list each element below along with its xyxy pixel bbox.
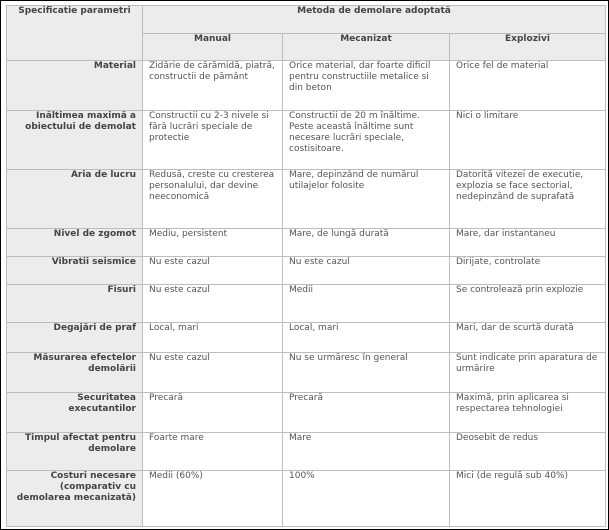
demolition-comparison-table	[6, 5, 606, 527]
table-cell: Constructii de 20 m înăltime. Peste această înăltime sunt necesare lucrări speciale, costisitoare.	[283, 111, 450, 170]
table-cell: Mare, depinzând de numărul utilajelor folosite	[283, 170, 450, 229]
table-cell: Precară	[283, 393, 450, 433]
table-cell: Orice material, dar foarte dificil pentru constructiile metalice si din beton	[283, 61, 450, 111]
table-row	[7, 229, 606, 257]
table-cell: Mare, de lungă durată	[283, 229, 450, 257]
table-cell: Dirijate, controlate	[450, 257, 606, 285]
table-cell: Se controlează prin explozie	[450, 285, 606, 323]
table-cell: Mare	[283, 433, 450, 471]
table-cell: Zidărie de cărămidă, piatră, constructii de pământ	[143, 61, 283, 111]
table-cell: Constructii cu 2-3 nivele si fără lucrări speciale de protectie	[143, 111, 283, 170]
row-label: Material	[7, 61, 143, 111]
table-row	[7, 111, 606, 170]
row-label: Vibratii seismice	[7, 257, 143, 285]
table-cell: Mediu, persistent	[143, 229, 283, 257]
table-cell: Mici (de regulă sub 40%)	[450, 471, 606, 527]
column-header-explozivi: Explozivi	[450, 34, 606, 61]
table-cell: 100%	[283, 471, 450, 527]
spec-header: Specificatie parametri	[7, 6, 143, 61]
table-cell: Maximă, prin aplicarea si respectarea tehnologiei	[450, 393, 606, 433]
row-label: Măsurarea efectelor demolării	[7, 353, 143, 393]
table-cell: Sunt indicate prin aparatura de urmărire	[450, 353, 606, 393]
table-row	[7, 353, 606, 393]
table-cell: Local, mari	[143, 323, 283, 353]
column-header-mecanizat: Mecanizat	[283, 34, 450, 61]
table-cell: Foarte mare	[143, 433, 283, 471]
table-row	[7, 285, 606, 323]
table-cell: Nu este cazul	[143, 285, 283, 323]
table-cell: Orice fel de material	[450, 61, 606, 111]
table-cell: Redusă, creste cu cresterea personalului, dar devine neeconomică	[143, 170, 283, 229]
table-cell: Medii	[283, 285, 450, 323]
table-row	[7, 433, 606, 471]
table-cell: Nici o limitare	[450, 111, 606, 170]
row-label: Înăltimea maximă a obiectului de demolat	[7, 111, 143, 170]
table-row	[7, 471, 606, 527]
table-cell: Medii (60%)	[143, 471, 283, 527]
row-label: Nivel de zgomot	[7, 229, 143, 257]
table-cell: Datorită vitezei de executie, explozia se face sectorial, nedepinzând de suprafată	[450, 170, 606, 229]
row-label: Aria de lucru	[7, 170, 143, 229]
column-header-manual: Manual	[143, 34, 283, 61]
table-row	[7, 257, 606, 285]
table-cell: Nu se urmăresc în general	[283, 353, 450, 393]
table-cell: Mari, dar de scurtă durată	[450, 323, 606, 353]
table-row	[7, 61, 606, 111]
table-cell: Precară	[143, 393, 283, 433]
table-cell: Mare, dar instantaneu	[450, 229, 606, 257]
table-cell: Nu este cazul	[143, 353, 283, 393]
row-label: Degajări de praf	[7, 323, 143, 353]
row-label: Fisuri	[7, 285, 143, 323]
table-row	[7, 393, 606, 433]
table-cell: Local, mari	[283, 323, 450, 353]
table-cell: Nu este cazul	[143, 257, 283, 285]
method-group-header: Metoda de demolare adoptată	[143, 6, 606, 34]
table-row	[7, 170, 606, 229]
row-label: Securitatea executantilor	[7, 393, 143, 433]
row-label: Costuri necesare (comparativ cu demolarea mecanizată)	[7, 471, 143, 527]
table-row	[7, 323, 606, 353]
table-cell: Deosebit de redus	[450, 433, 606, 471]
row-label: Timpul afectat pentru demolare	[7, 433, 143, 471]
table-cell: Nu este cazul	[283, 257, 450, 285]
